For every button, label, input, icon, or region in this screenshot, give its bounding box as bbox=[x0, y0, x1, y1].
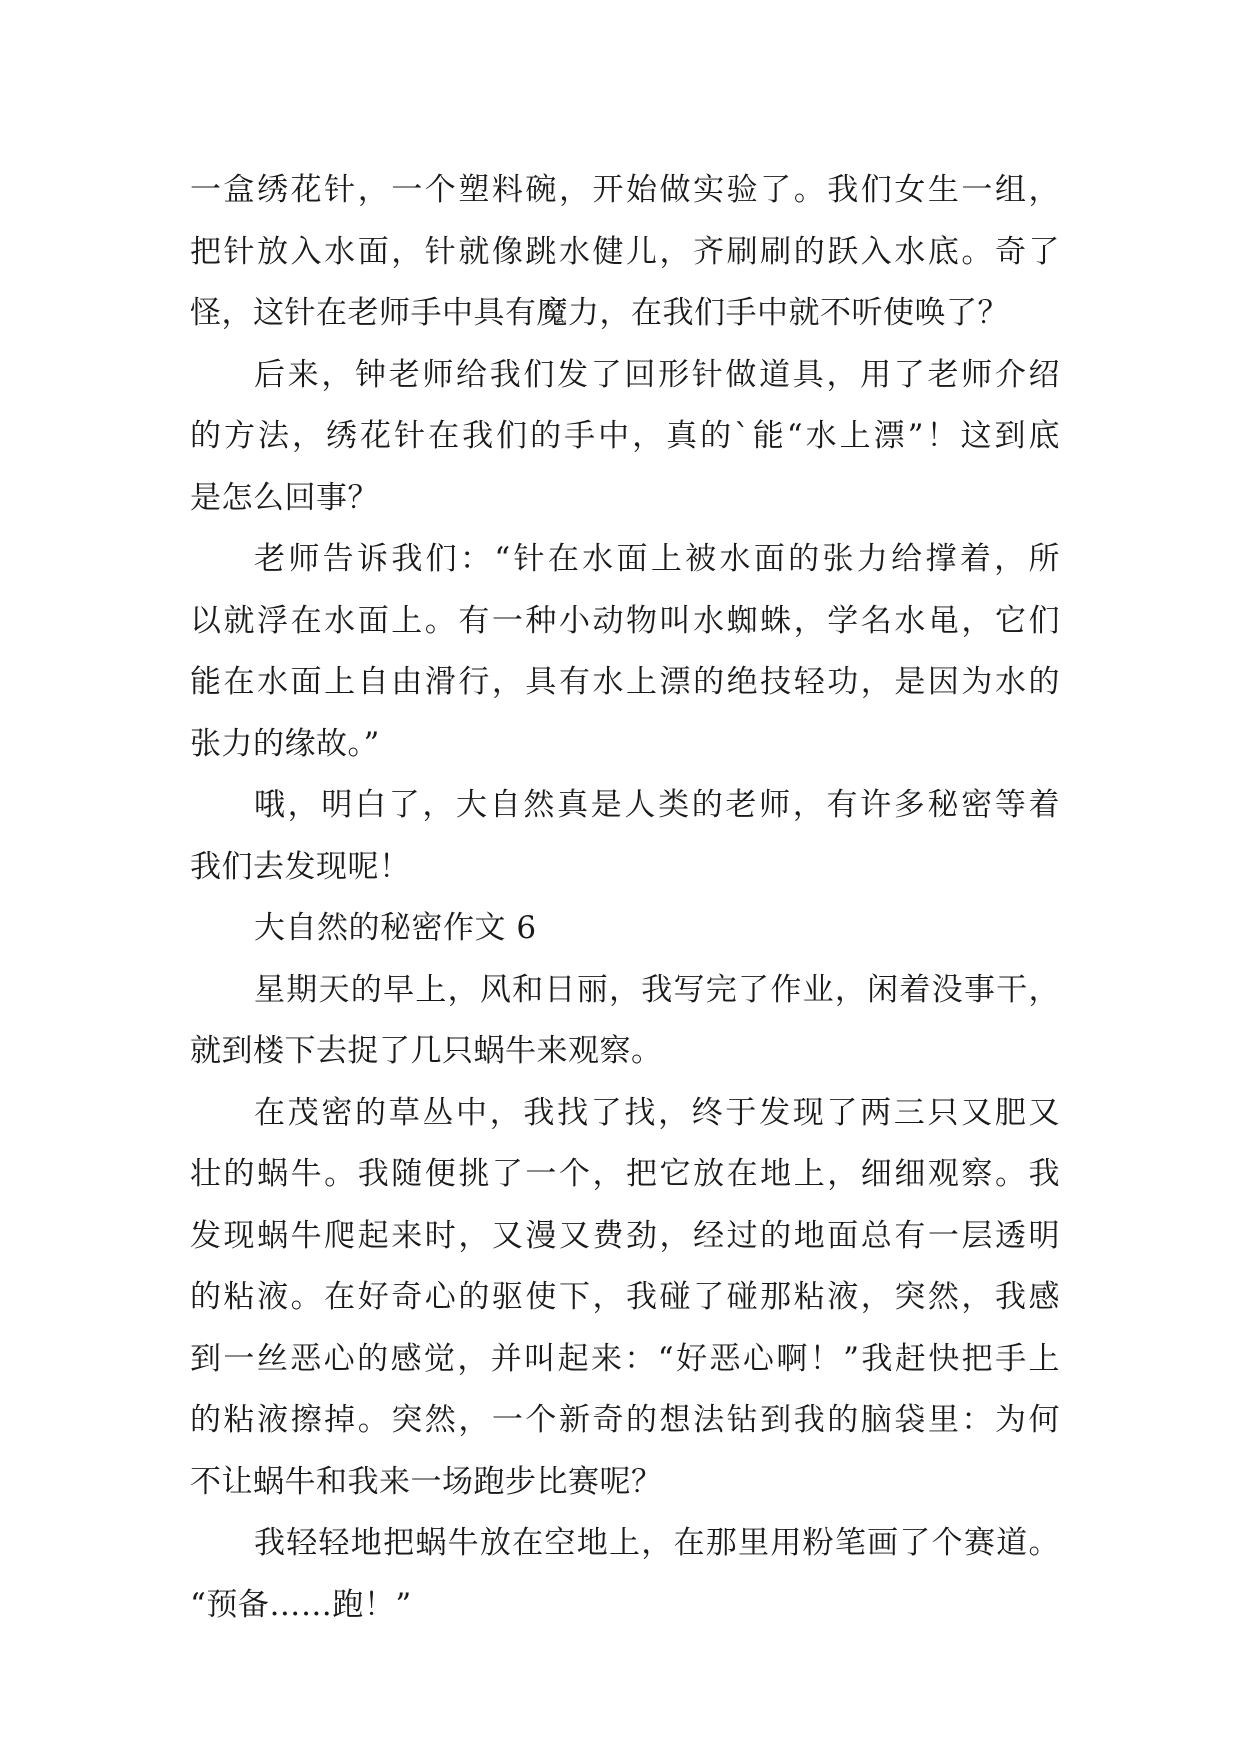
section-heading: 大自然的秘密作文 6 bbox=[254, 910, 537, 946]
text-line: 的粘液。在好奇心的驱使下，我碰了碰那粘液，突然，我感 bbox=[190, 1279, 1060, 1315]
text-line: 后来，钟老师给我们发了回形针做道具，用了老师介绍 bbox=[254, 356, 1060, 393]
text-line: “预备……跑！” bbox=[190, 1586, 412, 1623]
text-line: 发现蜗牛爬起来时，又漫又费劲，经过的地面总有一层透明 bbox=[190, 1217, 1060, 1254]
text-line: 就到楼下去捉了几只蜗牛来观察。 bbox=[190, 1033, 663, 1069]
text-line: 星期天的早上，风和日丽，我写完了作业，闲着没事干， bbox=[254, 971, 1060, 1008]
text-line: 怪，这针在老师手中具有魔力，在我们手中就不听使唤了？ bbox=[190, 295, 1009, 331]
text-line: 在茂密的草丛中，我找了找，终于发现了两三只又肥又 bbox=[254, 1094, 1060, 1131]
text-line: 我轻轻地把蜗牛放在空地上，在那里用粉笔画了个赛道。 bbox=[254, 1525, 1060, 1561]
text-line: 把针放入水面，针就像跳水健儿，齐刷刷的跃入水底。奇了 bbox=[190, 233, 1060, 270]
document-page bbox=[190, 160, 1060, 1636]
text-line: 老师告诉我们：“针在水面上被水面的张力给撑着，所 bbox=[254, 541, 1060, 577]
text-line: 的粘液擦掉。突然，一个新奇的想法钻到我的脑袋里：为何 bbox=[190, 1402, 1060, 1438]
text-line: 到一丝恶心的感觉，并叫起来：“好恶心啊！”我赶快把手上 bbox=[190, 1340, 1060, 1377]
text-line: 哦，明白了，大自然真是人类的老师，有许多秘密等着 bbox=[254, 787, 1060, 823]
text-line: 张力的缘故。” bbox=[190, 725, 380, 762]
text-line: 不让蜗牛和我来一场跑步比赛呢？ bbox=[190, 1463, 663, 1500]
text-line: 以就浮在水面上。有一种小动物叫水蜘蛛，学名水黾，它们 bbox=[190, 602, 1060, 639]
text-line: 壮的蜗牛。我随便挑了一个，把它放在地上，细细观察。我 bbox=[190, 1156, 1060, 1192]
text-line: 是怎么回事？ bbox=[190, 479, 379, 516]
text-line: 我们去发现呢！ bbox=[190, 848, 411, 885]
text-line: 的方法，绣花针在我们的手中，真的`能“水上漂”！这到底 bbox=[190, 418, 1060, 454]
text-line: 能在水面上自由滑行，具有水上漂的绝技轻功，是因为水的 bbox=[190, 664, 1060, 700]
text-line: 一盒绣花针，一个塑料碗，开始做实验了。我们女生一组， bbox=[190, 172, 1060, 208]
